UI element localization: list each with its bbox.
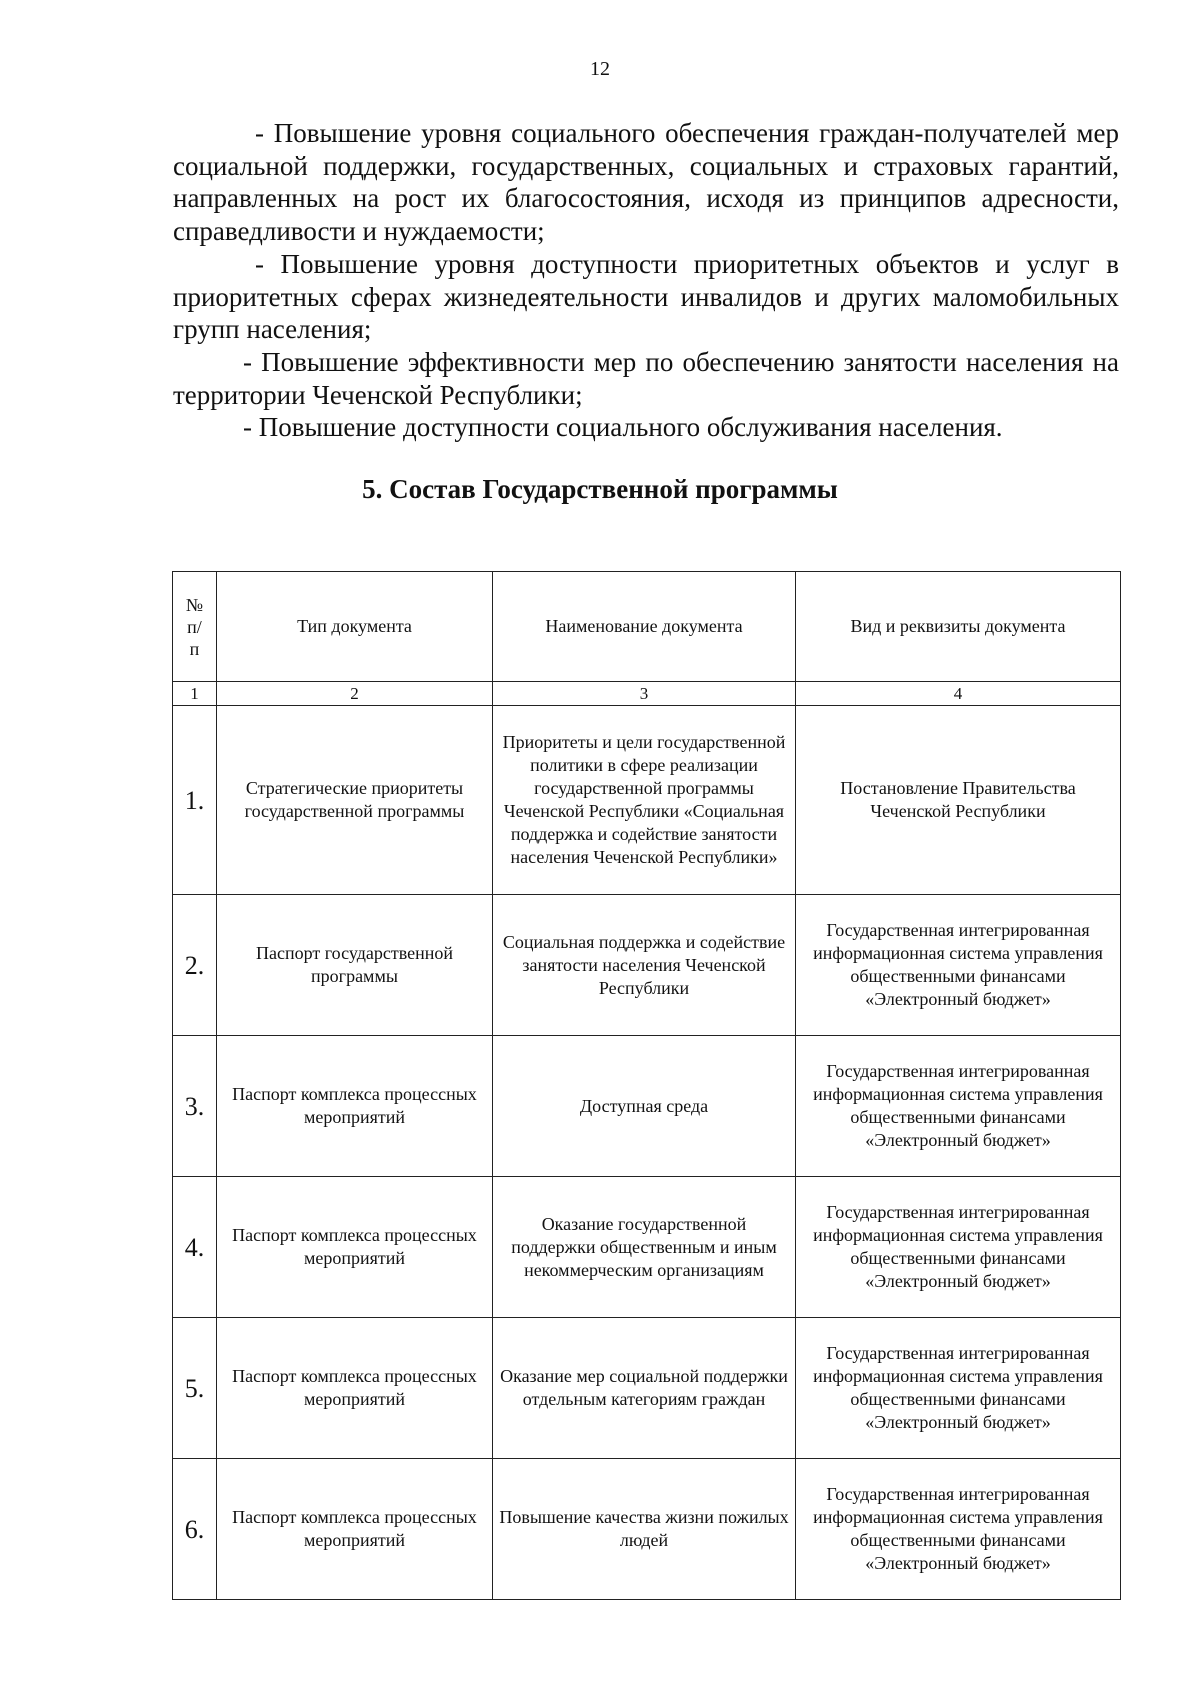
column-number: 2 xyxy=(217,682,493,706)
table-row xyxy=(173,1318,1121,1459)
column-number-row xyxy=(173,682,1121,706)
body-text xyxy=(173,117,1119,444)
document-kind-cell: Постановление Правительства Чеченской Республики xyxy=(796,706,1121,895)
document-kind-cell: Государственная интегрированная информационная система управления общественными финансами «Электронный бюджет» xyxy=(796,1177,1121,1318)
section-title: 5. Состав Государственной программы xyxy=(362,474,838,504)
document-type-cell: Паспорт государственной программы xyxy=(217,895,493,1036)
header-document-type: Тип документа xyxy=(217,572,493,682)
row-number: 1. xyxy=(173,706,217,895)
table-row xyxy=(173,1177,1121,1318)
table-header-row xyxy=(173,572,1121,682)
header-document-kind: Вид и реквизиты документа xyxy=(796,572,1121,682)
document-kind-cell: Государственная интегрированная информационная система управления общественными финансами «Электронный бюджет» xyxy=(796,895,1121,1036)
header-document-name: Наименование документа xyxy=(493,572,796,682)
document-kind-cell: Государственная интегрированная информационная система управления общественными финансами «Электронный бюджет» xyxy=(796,1036,1121,1177)
document-type-cell: Паспорт комплекса процессных мероприятий xyxy=(217,1036,493,1177)
table-row xyxy=(173,1459,1121,1600)
column-number: 4 xyxy=(796,682,1121,706)
row-number: 2. xyxy=(173,895,217,1036)
paragraph-employment: - Повышение эффективности мер по обеспечению занятости населения на территории Чеченской Республики; xyxy=(173,346,1119,410)
document-kind-cell: Государственная интегрированная информационная система управления общественными финансами «Электронный бюджет» xyxy=(796,1318,1121,1459)
column-number: 3 xyxy=(493,682,796,706)
document-name-cell: Повышение качества жизни пожилых людей xyxy=(493,1459,796,1600)
row-number: 3. xyxy=(173,1036,217,1177)
document-kind-cell: Государственная интегрированная информационная система управления общественными финансами «Электронный бюджет» xyxy=(796,1459,1121,1600)
document-name-cell: Оказание государственной поддержки общественным и иным некоммерческим организациям xyxy=(493,1177,796,1318)
paragraph-social-security: - Повышение уровня социального обеспечения граждан-получателей мер социальной поддержки, государственных, социальных и страховых гарантий, направленных на рост их благосостояния, исходя из принципов адресности, справедливости и нуждаемости; xyxy=(173,118,1119,247)
row-number: 5. xyxy=(173,1318,217,1459)
table-row xyxy=(173,706,1121,895)
page-number: 12 xyxy=(590,58,610,80)
document-type-cell: Стратегические приоритеты государственной программы xyxy=(217,706,493,895)
row-number: 4. xyxy=(173,1177,217,1318)
table-row xyxy=(173,1036,1121,1177)
paragraph-accessibility: - Повышение уровня доступности приоритетных объектов и услуг в приоритетных сферах жизнедеятельности инвалидов и других маломобильных групп населения; xyxy=(173,248,1119,345)
document-name-cell: Оказание мер социальной поддержки отдельным категориям граждан xyxy=(493,1318,796,1459)
document-type-cell: Паспорт комплекса процессных мероприятий xyxy=(217,1459,493,1600)
document-name-cell: Доступная среда xyxy=(493,1036,796,1177)
document-name-cell: Социальная поддержка и содействие занятости населения Чеченской Республики xyxy=(493,895,796,1036)
paragraph-social-services: - Повышение доступности социального обслуживания населения. xyxy=(243,412,1003,443)
header-number: № п/ п xyxy=(173,572,217,682)
program-composition-table xyxy=(172,571,1121,1600)
column-number: 1 xyxy=(173,682,217,706)
table-row xyxy=(173,895,1121,1036)
document-type-cell: Паспорт комплекса процессных мероприятий xyxy=(217,1318,493,1459)
document-name-cell: Приоритеты и цели государственной политики в сфере реализации государственной программы Чеченской Республики «Социальная поддержка и содействие занятости населения Чеченской Республики» xyxy=(493,706,796,895)
document-type-cell: Паспорт комплекса процессных мероприятий xyxy=(217,1177,493,1318)
row-number: 6. xyxy=(173,1459,217,1600)
